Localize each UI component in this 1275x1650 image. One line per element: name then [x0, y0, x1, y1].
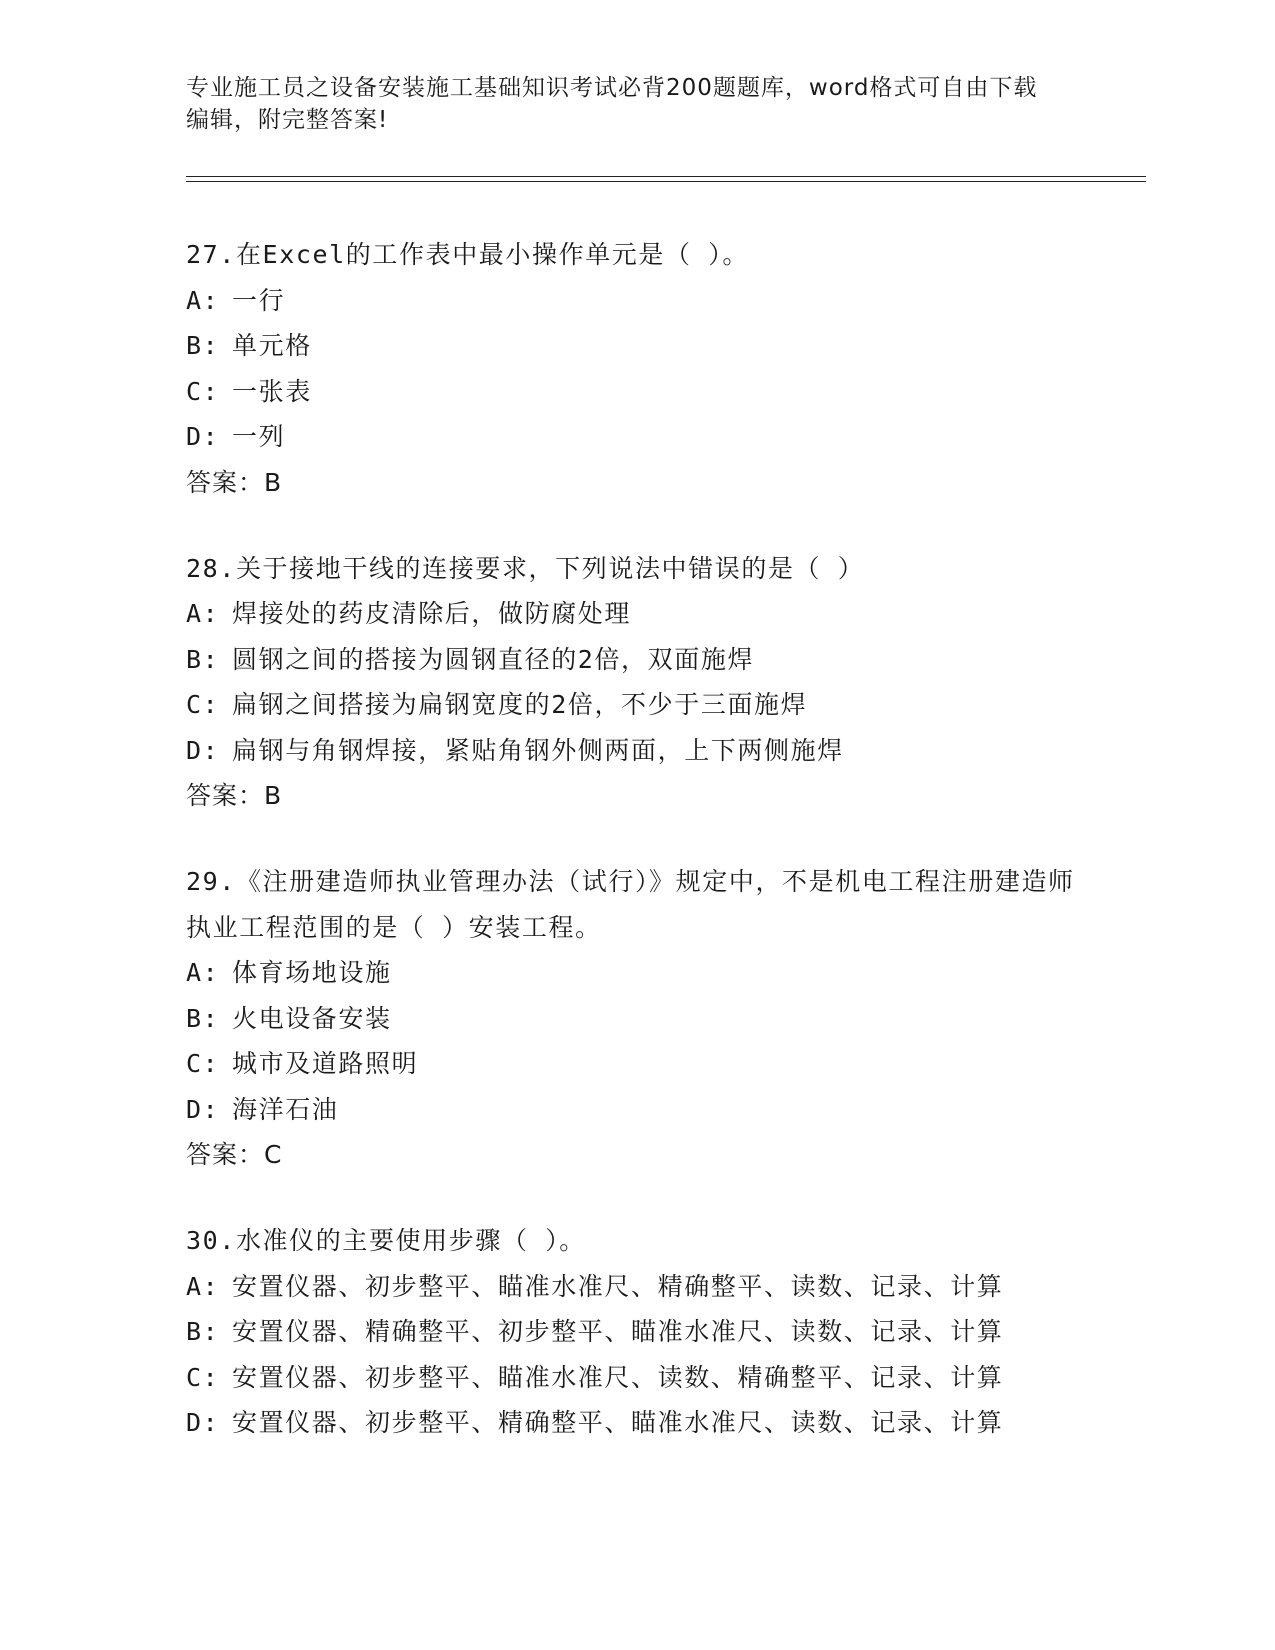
option-b	[186, 637, 1086, 683]
option-text: 扁钢之间搭接为扁钢宽度的2倍，不少于三面施焊	[232, 690, 808, 719]
option-text: 一行	[232, 285, 286, 315]
option-letter: D:	[186, 422, 220, 451]
question-stem: 28.关于接地干线的连接要求，下列说法中错误的是（ ）	[186, 553, 865, 583]
header-divider-bottom	[186, 181, 1146, 182]
question-27	[186, 232, 1086, 505]
question-29	[186, 859, 1086, 1177]
option-letter: B:	[186, 331, 220, 360]
answer-line: 答案：B	[186, 781, 283, 810]
option-c	[186, 1355, 1086, 1401]
option-letter: D:	[186, 1094, 220, 1124]
option-letter: D:	[186, 735, 220, 765]
option-a	[186, 950, 1086, 996]
option-text: 扁钢与角钢焊接，紧贴角钢外侧两面，上下两侧施焊	[232, 735, 844, 765]
option-c	[186, 682, 1086, 728]
question-stem: 30.水准仪的主要使用步骤（ ）。	[186, 1226, 586, 1255]
option-d	[186, 1087, 1086, 1133]
option-text: 体育场地设施	[232, 958, 392, 987]
option-text: 安置仪器、初步整平、精确整平、瞄准水准尺、读数、记录、计算	[232, 1408, 1004, 1437]
option-b	[186, 996, 1086, 1042]
answer-line: 答案：B	[186, 467, 283, 497]
option-a	[186, 278, 1086, 324]
option-letter: A:	[186, 599, 220, 628]
option-text: 单元格	[232, 331, 312, 360]
option-d	[186, 728, 1086, 774]
option-text: 火电设备安装	[232, 1003, 392, 1033]
option-letter: D:	[186, 1408, 220, 1437]
option-letter: C:	[186, 376, 220, 406]
option-c	[186, 1041, 1086, 1087]
option-text: 安置仪器、初步整平、瞄准水准尺、精确整平、读数、记录、计算	[232, 1271, 1004, 1301]
option-letter: C:	[186, 690, 220, 719]
option-d	[186, 1400, 1086, 1446]
answer-line: 答案：C	[186, 1140, 283, 1169]
option-letter: A:	[186, 958, 220, 987]
option-letter: B:	[186, 644, 220, 674]
option-letter: A:	[186, 285, 220, 315]
header-line-2: 编辑，附完整答案!	[186, 107, 389, 133]
option-letter: B:	[186, 1317, 220, 1346]
option-text: 一列	[232, 422, 286, 451]
option-letter: C:	[186, 1362, 220, 1392]
option-letter: B:	[186, 1003, 220, 1033]
header-divider-top	[186, 176, 1146, 177]
option-text: 安置仪器、精确整平、初步整平、瞄准水准尺、读数、记录、计算	[232, 1317, 1004, 1346]
option-letter: C:	[186, 1049, 220, 1078]
question-list	[186, 232, 1086, 1487]
document-header	[186, 72, 1066, 136]
question-stem: 27.在Excel的工作表中最小操作单元是（ ）。	[186, 240, 749, 269]
question-stem: 29.《注册建造师执业管理办法（试行）》规定中，不是机电工程注册建造师执业工程范围的是（ ）安装工程。	[186, 867, 1075, 942]
option-b	[186, 323, 1086, 369]
question-30	[186, 1218, 1086, 1446]
option-c	[186, 369, 1086, 415]
option-a	[186, 591, 1086, 637]
option-text: 焊接处的药皮清除后，做防腐处理	[232, 599, 632, 628]
option-letter: A:	[186, 1271, 220, 1301]
option-d	[186, 414, 1086, 460]
option-a	[186, 1264, 1086, 1310]
option-text: 城市及道路照明	[232, 1049, 419, 1078]
question-28	[186, 546, 1086, 819]
option-text: 一张表	[232, 376, 312, 406]
option-text: 圆钢之间的搭接为圆钢直径的2倍，双面施焊	[232, 644, 755, 674]
option-text: 海洋石油	[232, 1094, 339, 1124]
header-line-1: 专业施工员之设备安装施工基础知识考试必背200题题库，word格式可自由下载	[186, 75, 1038, 101]
option-b	[186, 1309, 1086, 1355]
option-text: 安置仪器、初步整平、瞄准水准尺、读数、精确整平、记录、计算	[232, 1362, 1004, 1392]
